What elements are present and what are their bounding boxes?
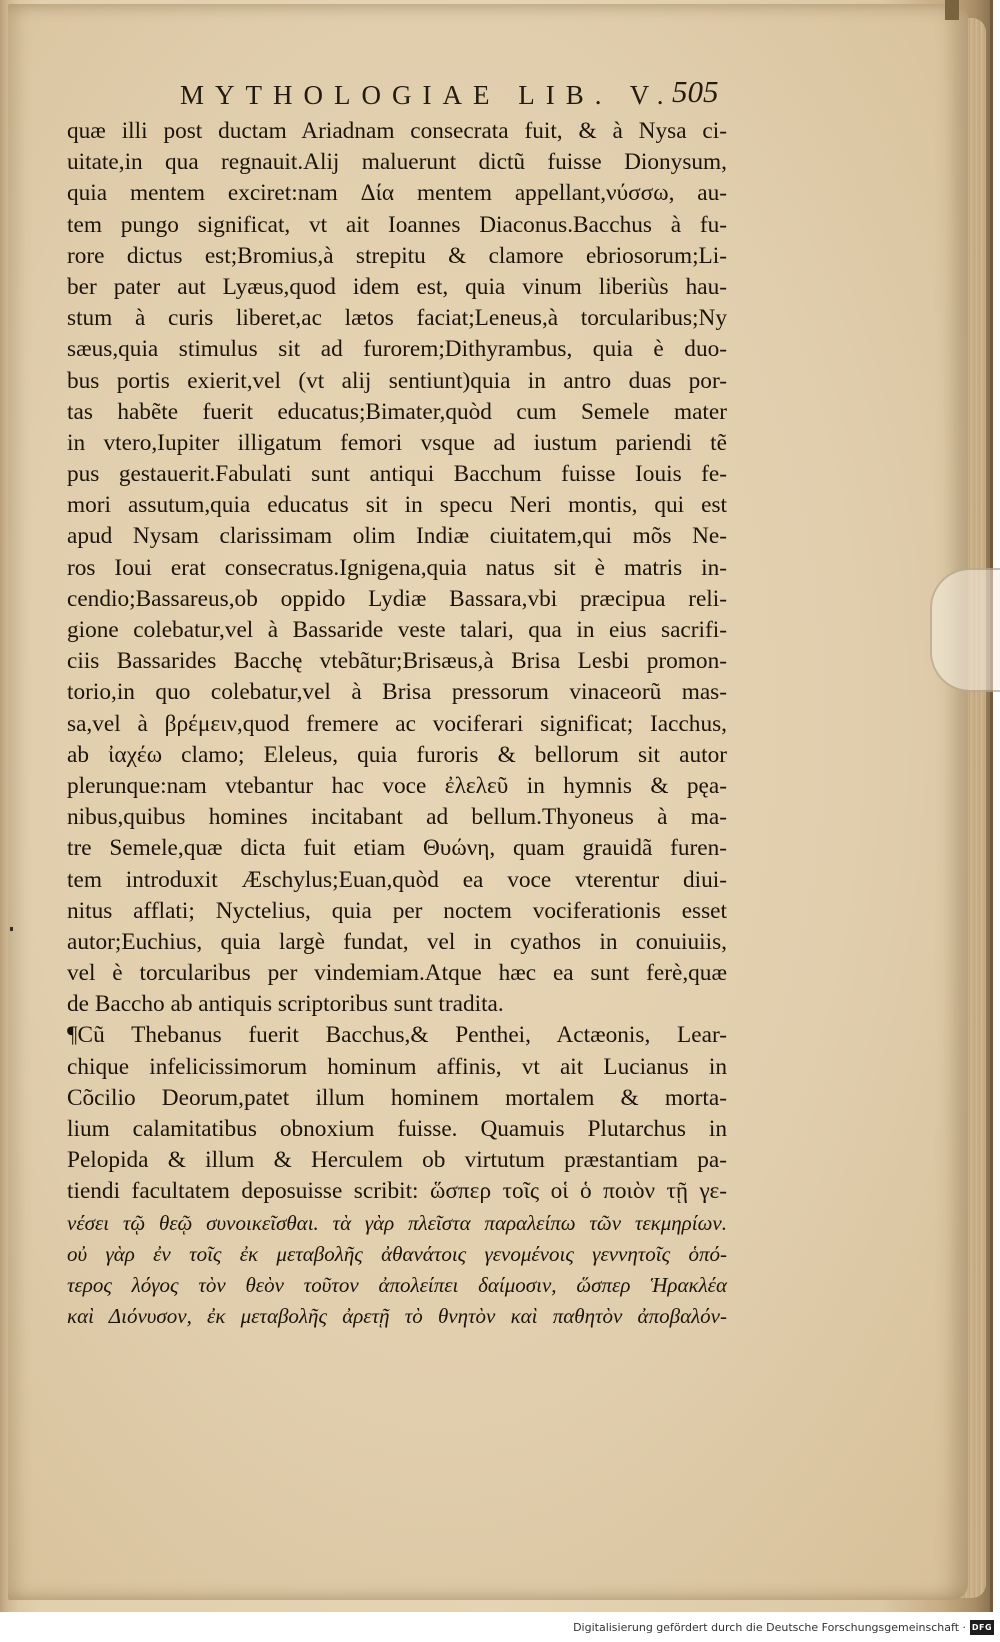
text-line: torio,in quo colebatur,vel à Brisa pressorum vinaceorũ mas- — [67, 679, 727, 706]
funding-credit: Digitalisierung gefördert durch die Deutsche Forschungsgemeinschaft · — [573, 1621, 966, 1634]
greek-text-line: νέσει τῷ θεῷ συνοικεῖσθαι. τὰ γὰρ πλεῖστα παραλείπω τῶν τεκμηρίων. — [67, 1210, 727, 1235]
text-line: plerunque:nam vtebantur hac voce ἐλελεῦ in hymnis & pęa- — [67, 772, 727, 799]
text-line: cendio;Bassareus,ob oppido Lydiæ Bassara,vbi præcipua reli- — [67, 585, 727, 612]
text-line: lium calamitatibus obnoxium fuisse. Quamuis Plutarchus in — [67, 1116, 727, 1142]
text-line: ab ἰαχέω clamo; Eleleus, quia furoris & bellorum sit autor — [67, 741, 727, 768]
page-header — [180, 74, 740, 116]
text-line: sæus,quia stimulus sit ad furorem;Dithyrambus, quia è duo- — [67, 336, 727, 363]
text-line: in vtero,Iupiter illigatum femori vsque ad iustum pariendi tẽ — [67, 429, 727, 456]
text-line: gione colebatur,vel à Bassaride veste talari, qua in eius sacrifi- — [67, 617, 727, 643]
text-line: autor;Euchius, quia largè fundat, vel in cyathos in conuiuiis, — [67, 928, 727, 955]
dfg-logo: DFG — [970, 1620, 994, 1635]
text-line: Cõcilio Deorum,patet illum hominem mortalem & morta- — [67, 1084, 727, 1111]
text-line: uitate,in qua regnauit.Alij maluerunt dictũ fuisse Dionysum, — [67, 149, 727, 176]
greek-text-line: καὶ Διόνυσον, ἐκ μεταβολῆς ἀρετῇ τὸ θνητὸν καὶ παθητὸν ἀποβαλόν- — [67, 1304, 727, 1329]
text-line: mori assutum,quia educatus sit in specu Neri montis, qui est — [67, 492, 727, 519]
text-line: ciis Bassarides Bacchę vtebãtur;Brisæus,à Brisa Lesbi promon- — [67, 648, 727, 675]
running-title: MYTHOLOGIAE LIB. V. — [180, 80, 675, 110]
main-text-block — [67, 116, 727, 1332]
text-line: tem introduxit Æschylus;Euan,quòd ea voce vterentur diui- — [67, 866, 727, 893]
thumb-index-tab — [930, 568, 1000, 692]
margin-mark — [10, 927, 13, 931]
corner-shadow — [945, 0, 959, 20]
text-line: stum à curis liberet,ac lætos faciat;Leneus,à torcularibus;Ny — [67, 305, 727, 332]
text-line: vel è torcularibus per vindemiam.Atque hæc ea sunt ferè,quæ — [67, 960, 727, 987]
digitization-footer — [0, 1618, 1000, 1642]
text-line: sa,vel à βρέμειν,quod fremere ac vociferari significat; Iacchus, — [67, 710, 727, 737]
text-line: ¶Cũ Thebanus fuerit Bacchus,& Penthei, Actæonis, Lear- — [67, 1022, 727, 1049]
text-line: chique infelicissimorum hominum affinis, vt ait Lucianus in — [67, 1053, 727, 1080]
text-line: de Baccho ab antiquis scriptoribus sunt tradita. — [67, 991, 504, 1018]
text-line: pus gestauerit.Fabulati sunt antiqui Bacchum fuisse Iouis fe- — [67, 461, 727, 488]
text-line: tre Semele,quæ dicta fuit etiam Θυώνη, quam grauidã furen- — [67, 835, 727, 862]
text-line: quia mentem exciret:nam Δία mentem appellant,νύσσω, au- — [67, 180, 727, 207]
text-line: rore dictus est;Bromius,à strepitu & clamore ebriosorum;Li- — [67, 242, 727, 269]
page-number: 505 — [672, 74, 719, 109]
text-line: Pelopida & illum & Herculem ob virtutum præstantiam pa- — [67, 1147, 727, 1174]
text-line: tiendi facultatem deposuisse scribit: ὥσπερ τοῖς οἱ ὁ ποιὸν τῇ γε- — [67, 1178, 727, 1205]
text-line: nitus afflati; Nyctelius, quia per noctem vociferationis esset — [67, 897, 727, 924]
text-line: ber pater aut Lyæus,quod idem est, quia vinum liberiùs hau- — [67, 273, 727, 300]
text-line: quæ illi post ductam Ariadnam consecrata fuit, & à Nysa ci- — [67, 118, 727, 144]
greek-text-line: οὐ γὰρ ἐν τοῖς ἐκ μεταβολῆς ἀθανάτοις γενομένοις γεννητοῖς ὁπό- — [67, 1241, 727, 1266]
text-line: ros Ioui erat consecratus.Ignigena,quia natus sit è matris in- — [67, 554, 727, 581]
text-line: apud Nysam clarissimam olim Indiæ ciuitatem,qui mõs Ne- — [67, 523, 727, 550]
text-line: nibus,quibus homines incitabant ad bellum.Thyoneus à ma- — [67, 804, 727, 831]
text-line: tem pungo significat, vt ait Ioannes Diaconus.Bacchus à fu- — [67, 211, 727, 238]
text-line: tas habẽte fuerit educatus;Bimater,quòd cum Semele mater — [67, 398, 727, 425]
text-line: bus portis exierit,vel (vt alij sentiunt)quia in antro duas por- — [67, 367, 727, 394]
greek-text-line: τερος λόγος τὸν θεὸν τοῦτον ἀπολείπει δαίμοσιν, ὥσπερ Ἡρακλέα — [67, 1272, 727, 1297]
